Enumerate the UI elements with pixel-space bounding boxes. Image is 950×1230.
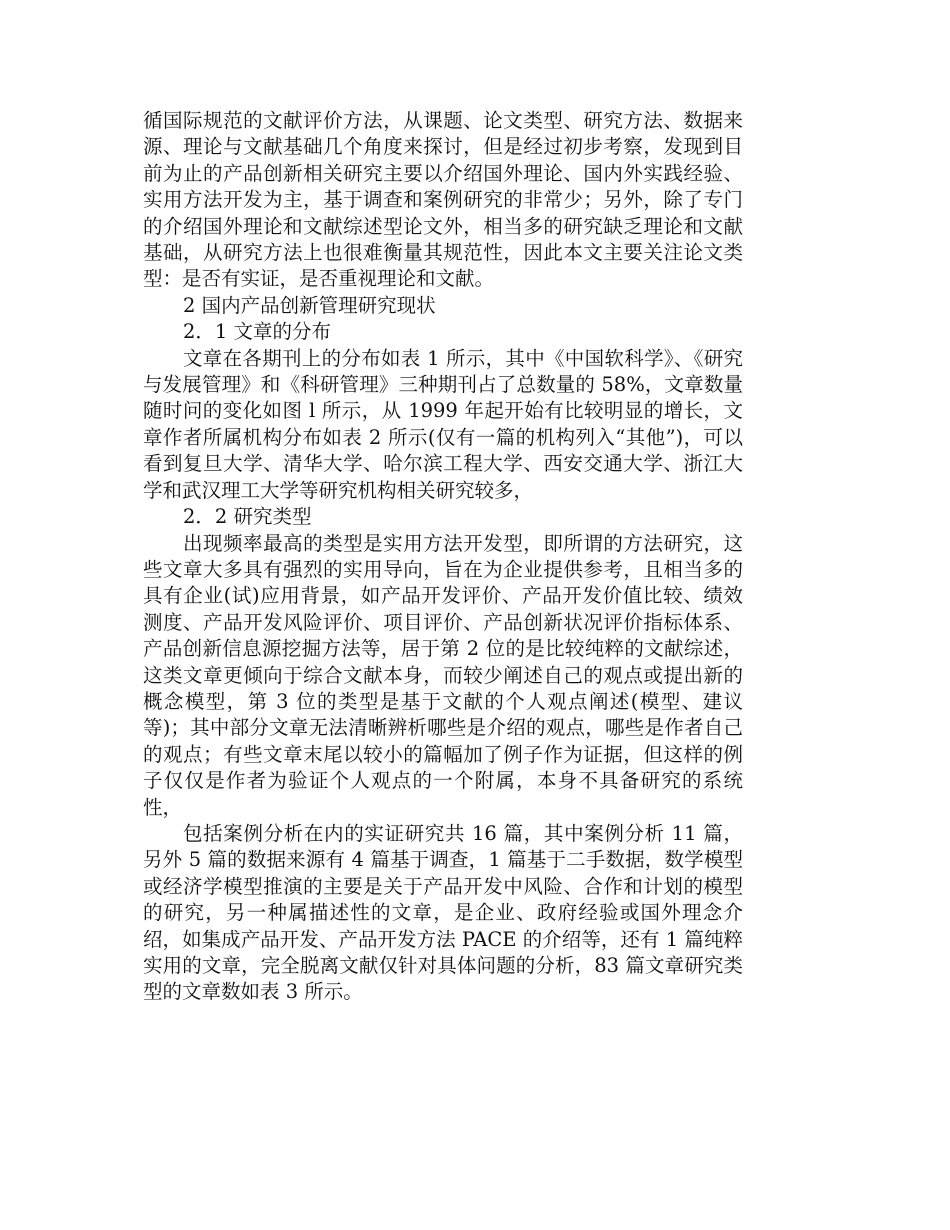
document-page xyxy=(143,108,743,1006)
paragraph-empirical-research: 包括案例分析在内的实证研究共 16 篇，其中案例分析 11 篇，另外 5 篇的数据来源有 4 篇基于调查，1 篇基于二手数据，数学模型或经济学模型推演的主要是关于产品开发中风险、合作和计划的模型的研究，另一种属描述性的文章，是企业、政府经验或国外理念介绍，如集成产品开发、产品开发方法 PACE 的介绍等，还有 1 篇纯粹实用的文章，完全脱离文献仅针对具体问题的分析，83 篇文章研究类型的文章数如表 3 所示。 xyxy=(143,821,743,1004)
paragraph-intro-continued: 循国际规范的文献评价方法，从课题、论文类型、研究方法、数据来源、理论与文献基础几个角度来探讨，但是经过初步考察，发现到目前为止的产品创新相关研究主要以介绍国外理论、国内外实践经验、实用方法开发为主，基于调查和案例研究的非常少；另外，除了专门的介绍国外理论和文献综述型论文外，相当多的研究缺乏理论和文献基础，从研究方法上也很难衡量其规范性，因此本文主要关注论文类型：是否有实证，是否重视理论和文献。 xyxy=(143,109,743,291)
paragraph-research-types: 出现频率最高的类型是实用方法开发型，即所谓的方法研究，这些文章大多具有强烈的实用导向，旨在为企业提供参考，且相当多的具有企业(试)应用背景，如产品开发评价、产品开发价值比较、绩效测度、产品开发风险评价、项目评价、产品创新状况评价指标体系、产品创新信息源挖掘方法等，居于第 2 位的是比较纯粹的文献综述，这类文章更倾向于综合文献本身，而较少阐述自己的观点或提出新的概念模型，第 3 位的类型是基于文献的个人观点阐述(模型、建议等)；其中部分文章无法清晰辨析哪些是介绍的观点，哪些是作者自己的观点；有些文章末尾以较小的篇幅加了例子作为证据，但这样的例子仅仅是作者为验证个人观点的一个附属，本身不具备研究的系统性， xyxy=(143,531,743,819)
subsection-heading-2-1: 2．1 文章的分布 xyxy=(183,320,332,344)
paragraph-article-distribution: 文章在各期刊上的分布如表 1 所示，其中《中国软科学》、《研究与发展管理》和《科研管理》三种期刊占了总数量的 58%，文章数量随时问的变化如图 l 所示，从 1999 年起开始有比较明显的增长，文章作者所属机构分布如表 2 所示(仅有一篇的机构列入“其他”)，可以看到复旦大学、清华大学、哈尔滨工程大学、西安交通大学、浙江大学和武汉理工大学等研究机构相关研究较多， xyxy=(143,346,743,502)
subsection-heading-2-2: 2．2 研究类型 xyxy=(183,505,312,529)
section-heading-2: 2 国内产品创新管理研究现状 xyxy=(183,293,436,317)
